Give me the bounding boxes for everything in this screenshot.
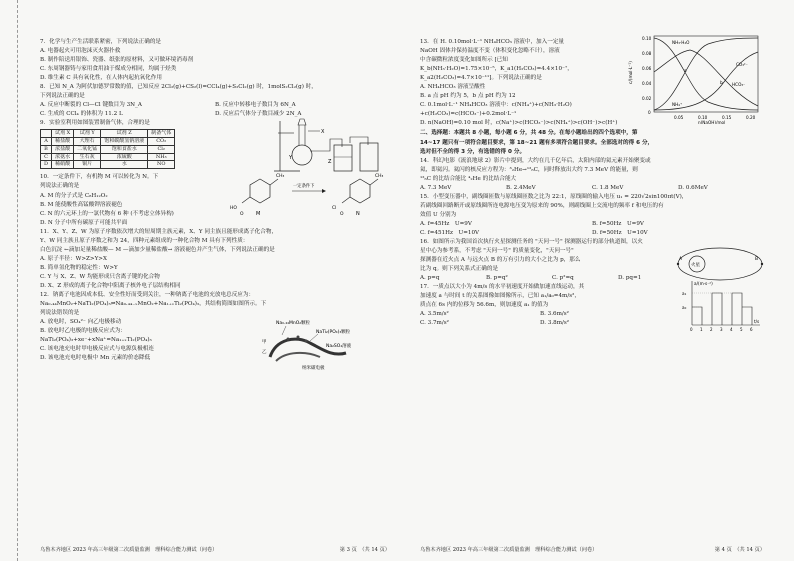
x-axis-label: n(NaOH)/mol bbox=[698, 120, 726, 124]
x-tick: 0.15 bbox=[722, 115, 732, 120]
question-9 bbox=[40, 119, 390, 173]
question-stem: 9．实验室利用如图装置制备气体，合理的是 bbox=[40, 120, 150, 127]
y-axis-label: a/(m·s⁻²) bbox=[694, 281, 713, 287]
question-line: K_b(NH₃·H₂O)=1.75×10⁻⁵，K_a1(H₂CO₃)=4.4×10⁻⁷， bbox=[420, 66, 573, 73]
table-row bbox=[41, 153, 175, 161]
option-d: D. 反应后气体分子数目减少 2N_A bbox=[215, 111, 302, 118]
question-17 bbox=[420, 281, 765, 333]
option-row bbox=[420, 220, 765, 229]
y-tick: 0.02 bbox=[642, 96, 652, 101]
option-d: D. 维生素 C 具有氧化性，在人体内起抗氧化作用 bbox=[40, 75, 162, 82]
table-cell: 水 bbox=[101, 161, 148, 169]
svg-text:HO: HO bbox=[230, 206, 237, 212]
table-cell: CO₂ bbox=[148, 138, 175, 146]
option-c: C. f=451Hz U=10V bbox=[420, 229, 480, 236]
option-row bbox=[420, 184, 765, 193]
svg-text:Cl: Cl bbox=[332, 206, 337, 212]
table-cell: 饱和碳酸氢钠溶液 bbox=[101, 138, 148, 146]
option-c: C. 3.7m/s² bbox=[420, 320, 449, 327]
y-tick: 0.10 bbox=[642, 36, 652, 41]
acceleration-time-chart bbox=[682, 279, 762, 333]
y-tick-a1: a₁ bbox=[682, 291, 687, 297]
table-row bbox=[41, 145, 175, 153]
table-cell: 二氧化锰 bbox=[74, 145, 101, 153]
table-cell: 浓氨水 bbox=[52, 153, 74, 161]
battery-figure bbox=[236, 317, 386, 371]
y-tick: 0.08 bbox=[642, 51, 652, 56]
y-tick-a0: a₀ bbox=[682, 305, 687, 311]
table-cell: 试剂 Y bbox=[74, 130, 101, 138]
point-a: a bbox=[684, 68, 687, 73]
option-c: C. 1.8 MeV bbox=[592, 184, 624, 191]
option-b: B. 反应中转移电子数目为 6N_A bbox=[215, 102, 296, 109]
table-cell: NH₃ bbox=[148, 153, 175, 161]
option-b-cont: NaTi₂(PO₄)₃+xe⁻+xNa⁺=Na₁₊ₓTi₂(PO₄)₃ bbox=[40, 337, 152, 344]
question-stem: 8．已知 N_A 为阿伏加德罗常数的值，已知反应 2Cl₂(g)+CS₂(l)=CCl₄(g)+S₂Cl₂(g) 时，1molS₂Cl₂(g) 时， bbox=[40, 84, 317, 91]
x-axis-label: t/s bbox=[754, 319, 760, 325]
question-14 bbox=[420, 157, 765, 193]
option-d: D. f=50Hz U=10V bbox=[592, 229, 648, 236]
option-b: B. 2.4MeV bbox=[506, 184, 536, 191]
option-d: D. 3.8m/s² bbox=[540, 320, 570, 327]
label-x: X bbox=[321, 129, 325, 136]
svg-text:CH₃: CH₃ bbox=[276, 174, 285, 180]
table-cell: 稀盐酸 bbox=[52, 138, 74, 146]
table-cell: 试剂 Z bbox=[101, 130, 148, 138]
option-a: A. f=45Hz U=9V bbox=[420, 220, 472, 227]
question-stem: 7．化学与生产生活联系紧密，下列说法正确的是 bbox=[40, 39, 162, 45]
question-line: 效值 U 分别为 bbox=[420, 211, 457, 218]
x-tick: 3 bbox=[720, 327, 723, 333]
x-tick: 0.05 bbox=[674, 115, 684, 120]
option-row bbox=[40, 101, 390, 110]
gas-apparatus-figure bbox=[270, 111, 390, 173]
label-a: A bbox=[679, 257, 683, 263]
point-b: b bbox=[720, 80, 723, 85]
footer-exam-title: 乌鲁木齐地区 2023 年高三年级第二次质量监测 理科综合能力测试（问卷） bbox=[40, 547, 218, 553]
table-cell: 稀硝酸 bbox=[52, 161, 74, 169]
option-d: D. n(NaOH)=0.10 mol 时，c(Na⁺)>c(HCO₃⁻)>c(NH₄⁺)>c(OH⁻)>c(H⁺) bbox=[420, 120, 618, 127]
question-line: 质点在 6s 内的位移为 56.6m，则加速度 a₁ 的值为 bbox=[420, 302, 549, 309]
option-c-cont: +c(H₂CO₃)=c(HCO₃⁻)+0.2mol·L⁻¹ bbox=[420, 111, 517, 118]
option-c: C. 生成的 CCl₄ 的体积为 11.2 L bbox=[40, 111, 123, 118]
label-m: M bbox=[256, 211, 261, 218]
section-instruction: 选对但不全的得 3 分，有选错的得 0 分。 bbox=[420, 148, 526, 155]
question-stem-cont: 下列说法正确的是 bbox=[40, 93, 85, 100]
label-n: N bbox=[356, 211, 360, 218]
question-line: 13．在 H. 0.10mol·L⁻¹ NH₄HCO₃ 溶液中，加入一定量 bbox=[420, 39, 565, 45]
question-stem: 10．一定条件下，有机物 M 可以转化为 N。下 bbox=[40, 174, 159, 181]
table-cell: 铜片 bbox=[74, 161, 101, 169]
x-tick: 0.20 bbox=[746, 115, 756, 120]
series-label-hco3: HCO₃⁻ bbox=[732, 82, 746, 87]
option-c: C. 东周钢器铸与家用食用油于煤成分相同，均属于烃类 bbox=[40, 66, 177, 73]
x-tick: 4 bbox=[730, 327, 733, 333]
y-axis-label: c/(mol·L⁻¹) bbox=[629, 61, 634, 84]
question-line: 氦，即氦闪。氦闪的核反应方程为：³₂He→¹²₆C，同时释放出大约 7.3 MeV 的能量，则 bbox=[420, 166, 638, 173]
option-a: A. M 的分子式是 C₈H₁₂O₂ bbox=[40, 192, 108, 199]
arrow-label: 一定条件下 bbox=[293, 184, 315, 190]
question-line: 列说法错误的是 bbox=[40, 310, 80, 317]
option-b: B. M 能使酸性高锰酸钾溶液褪色 bbox=[40, 201, 123, 208]
x-tick: 6 bbox=[750, 327, 753, 333]
question-line: 11．X、Y、Z、W 为原子序数依次增大的短周期主族元素，X、Y 同主族且能形成离子化合物， bbox=[40, 228, 278, 235]
option-a: A. NH₄HCO₃ 溶液呈酸性 bbox=[420, 84, 486, 91]
option-d: D. 该电池充电时电极中 Mn 元素的价态降低 bbox=[40, 355, 151, 362]
option-c: C. Y 与 X、Z、W 均能形成只含离子键的化合物 bbox=[40, 273, 160, 280]
footer-page-number: 第 3 页 （共 14 页） bbox=[339, 547, 390, 553]
right-page-footer bbox=[420, 546, 765, 553]
y-tick: 0.04 bbox=[642, 81, 652, 86]
option-a: A. 电器起火可用泡沫灭火器扑救 bbox=[40, 48, 121, 55]
table-cell: 浓盐酸 bbox=[52, 145, 74, 153]
table-cell: A bbox=[41, 138, 52, 146]
svg-text:O: O bbox=[340, 212, 344, 218]
option-b: B. 3.6m/s² bbox=[540, 311, 569, 318]
label-b: B bbox=[755, 257, 759, 263]
section-instruction: 14~17 题只有一项符合题目要求，第 18~21 题有多项符合题目要求。全部选对的得 6 分， bbox=[420, 139, 654, 146]
question-line: 比为 q。则下列关系式正确的是 bbox=[420, 266, 499, 273]
table-row bbox=[41, 138, 175, 146]
table-cell: 试剂 X bbox=[52, 130, 74, 138]
reagent-table bbox=[40, 129, 175, 169]
question-11 bbox=[40, 228, 390, 291]
organic-reaction-figure bbox=[230, 169, 390, 217]
table-cell: 大理石 bbox=[74, 138, 101, 146]
x-tick: 2 bbox=[710, 327, 713, 333]
option-b: B. 制作陪送用银饰、瓷器、纸张的原材料，又可做环境消毒剂 bbox=[40, 57, 194, 64]
option-b: B. 简单氢化物的稳定性：W>Y bbox=[40, 264, 118, 271]
question-line: 加速度 a 与时间 t 的关系图像如图像所示，已知 a₁/a₀=4m/s²， bbox=[420, 293, 580, 300]
table-cell: NO bbox=[148, 161, 175, 169]
question-line: ¹²₆C 的比结合能比 ⁴₂He 的比结合能大 bbox=[420, 175, 517, 182]
option-d: D. N 分子中所有碳原子可能共平面 bbox=[40, 219, 128, 226]
x-tick: 0 bbox=[690, 327, 693, 333]
question-line: Na₀.₄₄MnO₂+NaTi₂(PO₄)₃⇌Na₀.₄₄₋ₓMnO₂+Na₁₊ₓTi₂(PO₄)₃，其结构简图如图所示。下 bbox=[40, 301, 267, 308]
footer-exam-title: 乌鲁木齐地区 2023 年高三年级第二次质量监测 理科综合能力测试（问卷） bbox=[420, 547, 598, 553]
question-7 bbox=[40, 38, 390, 83]
left-page-footer bbox=[40, 546, 390, 553]
option-b: B. a 点 pH 约为 5，b 点 pH 约为 12 bbox=[420, 93, 516, 100]
option-c: C. 0.1mol·L⁻¹ NH₄HCO₃ 溶液中：c(NH₄⁺)+c(NH₃·H₂O) bbox=[420, 102, 572, 109]
question-stem-cont: 列说法正确的是 bbox=[40, 183, 80, 190]
question-line: 15．小型变压器中，副线圈匝数与原线圈匝数之比为 22:1，原线圈的输入电压 u₁ = 220√2sin100πt(V)， bbox=[420, 193, 688, 200]
label-nati: NaTi₂(PO₄)₃颗粒 bbox=[316, 330, 351, 336]
question-16 bbox=[420, 238, 765, 283]
option-a: A. p=q bbox=[420, 275, 440, 282]
question-10 bbox=[40, 173, 390, 227]
label-mars: 火星 bbox=[691, 263, 700, 269]
question-line: 探测器在近火点 A 与远火点 B 的万有引力的大小之比为 p，那么 bbox=[420, 257, 581, 264]
option-a: A. 7.3 MeV bbox=[420, 184, 452, 191]
option-a: A. 原子半径：W>Z>Y>X bbox=[40, 255, 107, 262]
option-b: B. 放电时乙电极的电极反应式为： bbox=[40, 328, 126, 335]
binding-margin bbox=[0, 0, 18, 561]
label-mno2: Na₀.₄₄MnO₂颗粒 bbox=[276, 321, 311, 327]
table-cell: D bbox=[41, 161, 52, 169]
table-row bbox=[41, 161, 175, 169]
label-z: Z bbox=[328, 159, 332, 166]
question-line: 星中心为参考系，不考虑 "天问一号" 的质量变化，"天问一号" bbox=[420, 248, 574, 255]
series-label-co3: CO₃²⁻ bbox=[736, 62, 748, 67]
orbit-figure bbox=[675, 246, 765, 282]
series-label-nh3: NH₃·H₂O bbox=[672, 40, 690, 45]
section-instruction: 二、选择题：本题共 8 小题，每小题 6 分，共 48 分。在每小题给出的四个选项中，第 bbox=[420, 130, 638, 137]
question-line: K_a2(H₂CO₃)=4.7×10⁻¹¹]。下列说法正确的是 bbox=[420, 75, 542, 82]
option-row bbox=[420, 229, 765, 238]
option-a: A. 3.5m/s² bbox=[420, 311, 449, 318]
x-tick: 5 bbox=[740, 327, 743, 333]
label-solution: Na₂SO₄溶液 bbox=[326, 344, 352, 350]
table-cell: C bbox=[41, 153, 52, 161]
table-cell: 生石灰 bbox=[74, 153, 101, 161]
svg-text:CH₃: CH₃ bbox=[375, 174, 384, 180]
y-tick: 0 bbox=[648, 110, 651, 115]
concentration-chart bbox=[628, 32, 764, 124]
table-cell: 制备气体 bbox=[148, 130, 175, 138]
table-header bbox=[41, 130, 175, 138]
option-a: A. 放电时，SO₄²⁻ 向乙电极移动 bbox=[40, 319, 122, 326]
question-15 bbox=[420, 193, 765, 238]
x-tick: 0.10 bbox=[698, 115, 708, 120]
footer-page-number: 第 4 页 （共 14 页） bbox=[714, 547, 765, 553]
table-cell bbox=[41, 130, 52, 138]
question-line: Y、W 同主族且原子序数之和为 24，四种元素组成的一种化合物 M 具有下列性质： bbox=[40, 237, 249, 244]
option-d: D. X、Z 形成的离子化合物中阳离子核外电子层结构相同 bbox=[40, 282, 181, 289]
table-cell: 浓硫酸 bbox=[101, 153, 148, 161]
question-line: 14．科幻电影《流浪地球 2》影片中提到，大约在几千亿年后，太阳内部的氦元素开始聚变或 bbox=[420, 157, 651, 164]
label-y: Y bbox=[289, 155, 293, 162]
question-line: 白色沉淀 ←滴加足量稀盐酸— M —滴加少量稀盐酸→ 溶液褪色并产生气体，下列说法正确的是 bbox=[40, 246, 275, 253]
table-cell: 饱和食盐水 bbox=[101, 145, 148, 153]
question-line: 12．钠离子电池因成本低、安全性好而受到关注，一种钠离子电池的充放电总反应为： bbox=[40, 292, 255, 299]
option-d: D. pq=1 bbox=[618, 275, 642, 282]
table-cell: B bbox=[41, 145, 52, 153]
right-column bbox=[420, 36, 765, 333]
label-carbon-electrode: 纳米碳电极 bbox=[302, 366, 325, 372]
option-c: C. N 的六元环上的一氯代物有 6 种 (不考虑立体异构) bbox=[40, 210, 174, 217]
option-c: C. 该电池充电时甲电极反应式与电源负极相连 bbox=[40, 346, 154, 353]
series-label-nh4: NH₄⁺ bbox=[672, 102, 683, 107]
option-b: B. p=q² bbox=[486, 275, 508, 282]
option-a: A. 反应中断裂的 Cl—Cl 键数目为 3N_A bbox=[40, 102, 142, 109]
question-line: 17．一质点以大小为 4m/s 的水平初速度开始做加速直线运动，其 bbox=[420, 284, 585, 291]
label-yi: 乙 bbox=[262, 350, 267, 356]
left-column bbox=[40, 38, 390, 372]
question-12 bbox=[40, 291, 390, 372]
label-jia: 甲 bbox=[262, 340, 267, 346]
question-line: NaOH 固体并保持温度不变（体积变化忽略不计），溶液 bbox=[420, 48, 560, 55]
question-line: 若副线圈回路断开或原线圈所连电源电压变为原来的 90%，则副线圈上交流电的频率 f 和电压的有 bbox=[420, 202, 664, 209]
option-c: C. p²=q bbox=[552, 275, 574, 282]
question-line: 16．如图所示为我国首次执行火星探测任务的 "天问一号" 探测器运行的部分轨道图，以火 bbox=[420, 239, 643, 246]
question-13 bbox=[420, 38, 765, 128]
x-tick: 1 bbox=[700, 327, 703, 333]
section-2-header bbox=[420, 129, 765, 156]
option-d: D. 0.6MeV bbox=[678, 184, 708, 191]
option-b: B. f=50Hz U=9V bbox=[592, 220, 644, 227]
y-tick: 0.06 bbox=[642, 66, 652, 71]
table-cell: Cl₂ bbox=[148, 145, 175, 153]
svg-text:O: O bbox=[240, 212, 244, 218]
question-line: 中含碳微粒浓度变化如图所示 [已知 bbox=[420, 57, 508, 64]
